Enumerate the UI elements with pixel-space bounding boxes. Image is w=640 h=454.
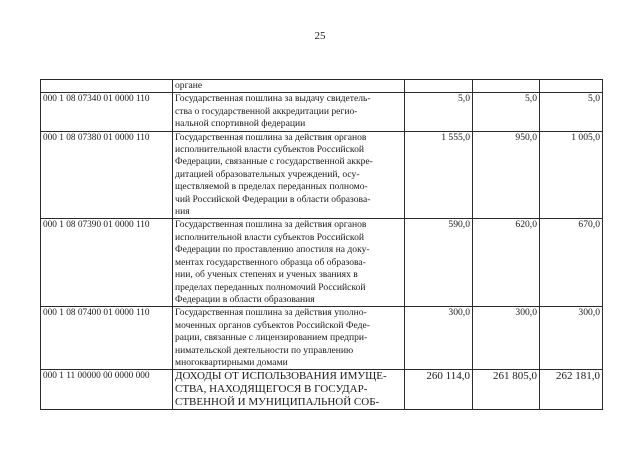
row-value-2: 261 805,0 [473,370,540,410]
row-value-1: 260 114,0 [405,370,473,410]
page-number: 25 [314,30,326,42]
row-name [173,219,405,307]
row-name [173,370,405,410]
row-value-3: 262 181,0 [540,370,603,410]
row-code: 000 1 08 07380 01 0000 110 [41,131,173,219]
table-row-section [41,370,603,410]
row-value-2 [473,80,540,93]
table-row [41,219,603,307]
row-value-1: 590,0 [405,219,473,307]
table-row [41,93,603,131]
row-name-line: исполнительной власти субъектов Российской [175,231,365,243]
row-value-2: 300,0 [473,307,540,370]
row-name-line: органе [175,80,203,91]
row-code: 000 1 11 00000 00 0000 000 [41,370,173,410]
row-name [173,80,405,93]
row-name-line: исполнительной власти субъектов Российской [175,144,365,156]
table-row [41,307,603,370]
row-code [41,80,173,93]
row-value-1: 300,0 [405,307,473,370]
row-name [173,307,405,370]
row-value-1: 1 555,0 [405,131,473,219]
row-name-line: Государственная пошлина за выдачу свидетель- [175,93,371,105]
revenue-table [40,79,603,410]
row-name [173,131,405,219]
row-value-3: 1 005,0 [540,131,603,219]
row-value-2: 620,0 [473,219,540,307]
row-name-line: моченных органов субъектов Российской Феде- [175,319,370,331]
row-value-2: 5,0 [473,93,540,131]
row-name-line: рации, связанные с лицензированием предпри- [175,332,368,344]
row-name-line: Государственная пошлина за действия уполно- [175,307,367,319]
row-name-line: ДОХОДЫ ОТ ИСПОЛЬЗОВАНИЯ ИМУЩЕ- [175,370,387,383]
table-row [41,80,603,93]
row-code: 000 1 08 07400 01 0000 110 [41,307,173,370]
row-value-1 [405,80,473,93]
row-value-3: 670,0 [540,219,603,307]
row-name-line: ществляемой в пределах переданных полномо- [175,181,368,193]
row-name-line: нальной спортивной федерации [175,118,306,130]
row-name-line: Государственная пошлина за действия органов [175,131,367,143]
table-row [41,131,603,219]
row-name-line: Федерации по проставлению апостиля на доку- [175,244,370,256]
row-name-line: дитацией образовательных учреждений, осу- [175,168,360,180]
row-name-line: чий Российской Федерации в области образова- [175,193,371,205]
row-value-1: 5,0 [405,93,473,131]
row-name [173,93,405,131]
row-name-line: нии, об ученых степенях и ученых званиях в [175,269,358,281]
row-name-line: ния [175,206,190,218]
row-name-line: пределах переданных полномочий Российской [175,281,366,293]
row-name-line: Государственная пошлина за действия органов [175,219,367,231]
row-value-3: 5,0 [540,93,603,131]
row-code: 000 1 08 07340 01 0000 110 [41,93,173,131]
row-value-2: 950,0 [473,131,540,219]
row-value-3 [540,80,603,93]
row-name-line: многоквартирными домами [175,356,288,368]
row-value-3: 300,0 [540,307,603,370]
row-name-line: ства о государственной аккредитации регио- [175,105,358,117]
row-name-line: ментах государственного образца об образова- [175,256,366,268]
row-name-line: СТВЕННОЙ И МУНИЦИПАЛЬНОЙ СОБ- [175,396,380,409]
row-name-line: Федерации, связанные с государственной аккре- [175,156,373,168]
row-name-line: СТВА, НАХОДЯЩЕГОСЯ В ГОСУДАР- [175,383,368,396]
row-name-line: Федерации в области образования [175,293,315,305]
row-name-line: нимательской деятельности по управлению [175,344,354,356]
row-code: 000 1 08 07390 01 0000 110 [41,219,173,307]
